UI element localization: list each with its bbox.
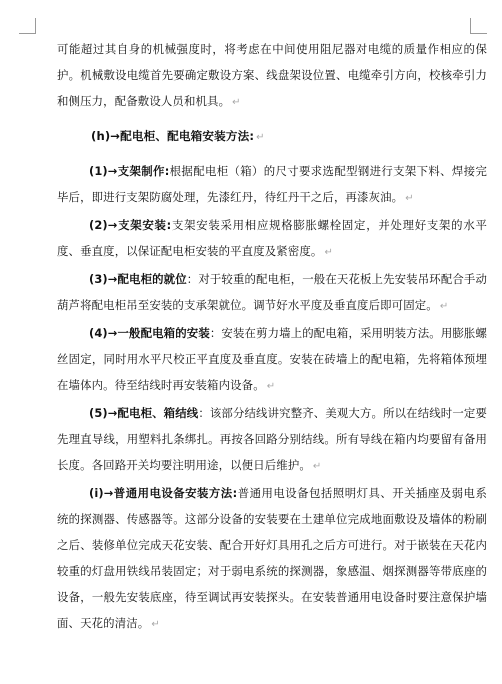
document-body <box>57 36 487 638</box>
crop-mark-top-left-vertical <box>35 18 36 34</box>
paragraph-mark-icon: ↵ <box>266 381 276 392</box>
crop-mark-top-right-vertical <box>470 18 471 34</box>
paragraph-text: 支架安装采用相应规格膨胀螺栓固定，并处理好支架的水平度、垂直度，以保证配电柜安装的平直度及紧密度。 <box>57 218 487 258</box>
paragraph-lead: (3)→配电柜的就位 <box>89 272 187 286</box>
section-heading <box>57 123 487 151</box>
paragraph-mark-icon: ↵ <box>232 97 241 108</box>
body-paragraph <box>57 400 487 480</box>
paragraph-text: ：安装在剪力墙上的配电箱，采用明装方法。用膨胀螺丝固定，同时用水平尺校正平直度及垂直度。安装在砖墙上的配电箱，先将箱体预埋在墙体内。待至结线时再安装箱内设备。 <box>57 326 487 392</box>
body-paragraph <box>57 158 487 212</box>
body-paragraph <box>57 320 487 400</box>
crop-mark-top-right-horizontal <box>470 33 487 34</box>
body-paragraph <box>57 36 487 116</box>
paragraph-mark-icon: ↵ <box>439 301 449 312</box>
paragraph-mark-icon: ↵ <box>324 247 333 258</box>
body-paragraph <box>57 480 487 638</box>
body-paragraph <box>57 266 487 320</box>
paragraph-mark-icon: ↵ <box>256 132 265 143</box>
paragraph-lead: (1)→支架制作: <box>89 164 170 178</box>
body-paragraph <box>57 212 487 266</box>
paragraph-mark-icon: ↵ <box>312 461 322 472</box>
paragraph-text: ：对于较重的配电柜，一般在天花板上先安装吊环配合手动葫芦将配电柜吊至安装的支承架就位。调节好水平度及垂直度后即可固定。 <box>57 272 487 312</box>
paragraph-text: 可能超过其自身的机械强度时，将考虑在中间使用阻尼器对电缆的质量作相应的保护。机械敷设电缆首先要确定敷设方案、线盘架设位置、电缆牵引方向，校核牵引力和侧压力，配备敷设人员和机具。 <box>57 42 487 108</box>
paragraph-lead: (2)→支架安装: <box>89 218 172 232</box>
paragraph-lead: (4)→一般配电箱的安装 <box>89 326 210 340</box>
paragraph-text: 根据配电柜（箱）的尺寸要求选配型钢进行支架下料、焊接完毕后，即进行支架防腐处理，先漆红丹，待红丹干之后，再漆灰油。 <box>57 164 487 204</box>
crop-mark-top-left-horizontal <box>19 33 36 34</box>
paragraph-lead: (5)→配电柜、箱结线 <box>89 406 199 420</box>
paragraph-mark-icon: ↵ <box>151 619 160 630</box>
paragraph-text: ：该部分结线讲究整齐、美观大方。所以在结线时一定要先理直导线，用塑料扎条绑扎。再按各回路分别结线。所有导线在箱内均要留有备用长度。各回路开关均要注明用途，以便日后维护。 <box>57 406 487 472</box>
section-heading-text: (h)→配电柜、配电箱安装方法: <box>91 129 255 143</box>
paragraph-mark-icon: ↵ <box>405 193 414 204</box>
paragraph-lead: (i)→普通用电设备安装方法: <box>89 486 238 500</box>
paragraph-text: 普通用电设备包括照明灯具、开关插座及弱电系统的探测器、传感器等。这部分设备的安装要在土建单位完成地面敷设及墙体的粉刷之后、装修单位完成天花安装、配合开好灯具用孔之后方可进行。对于嵌装在天花内较重的灯盘用铁线吊装固定；对于弱电系统的探测器，象感温、烟探测器等带底座的设备，一般先安装底座，待至调试再安装探头。在安装普通用电设备时要注意保护墙面、天花的清洁。 <box>57 486 487 630</box>
